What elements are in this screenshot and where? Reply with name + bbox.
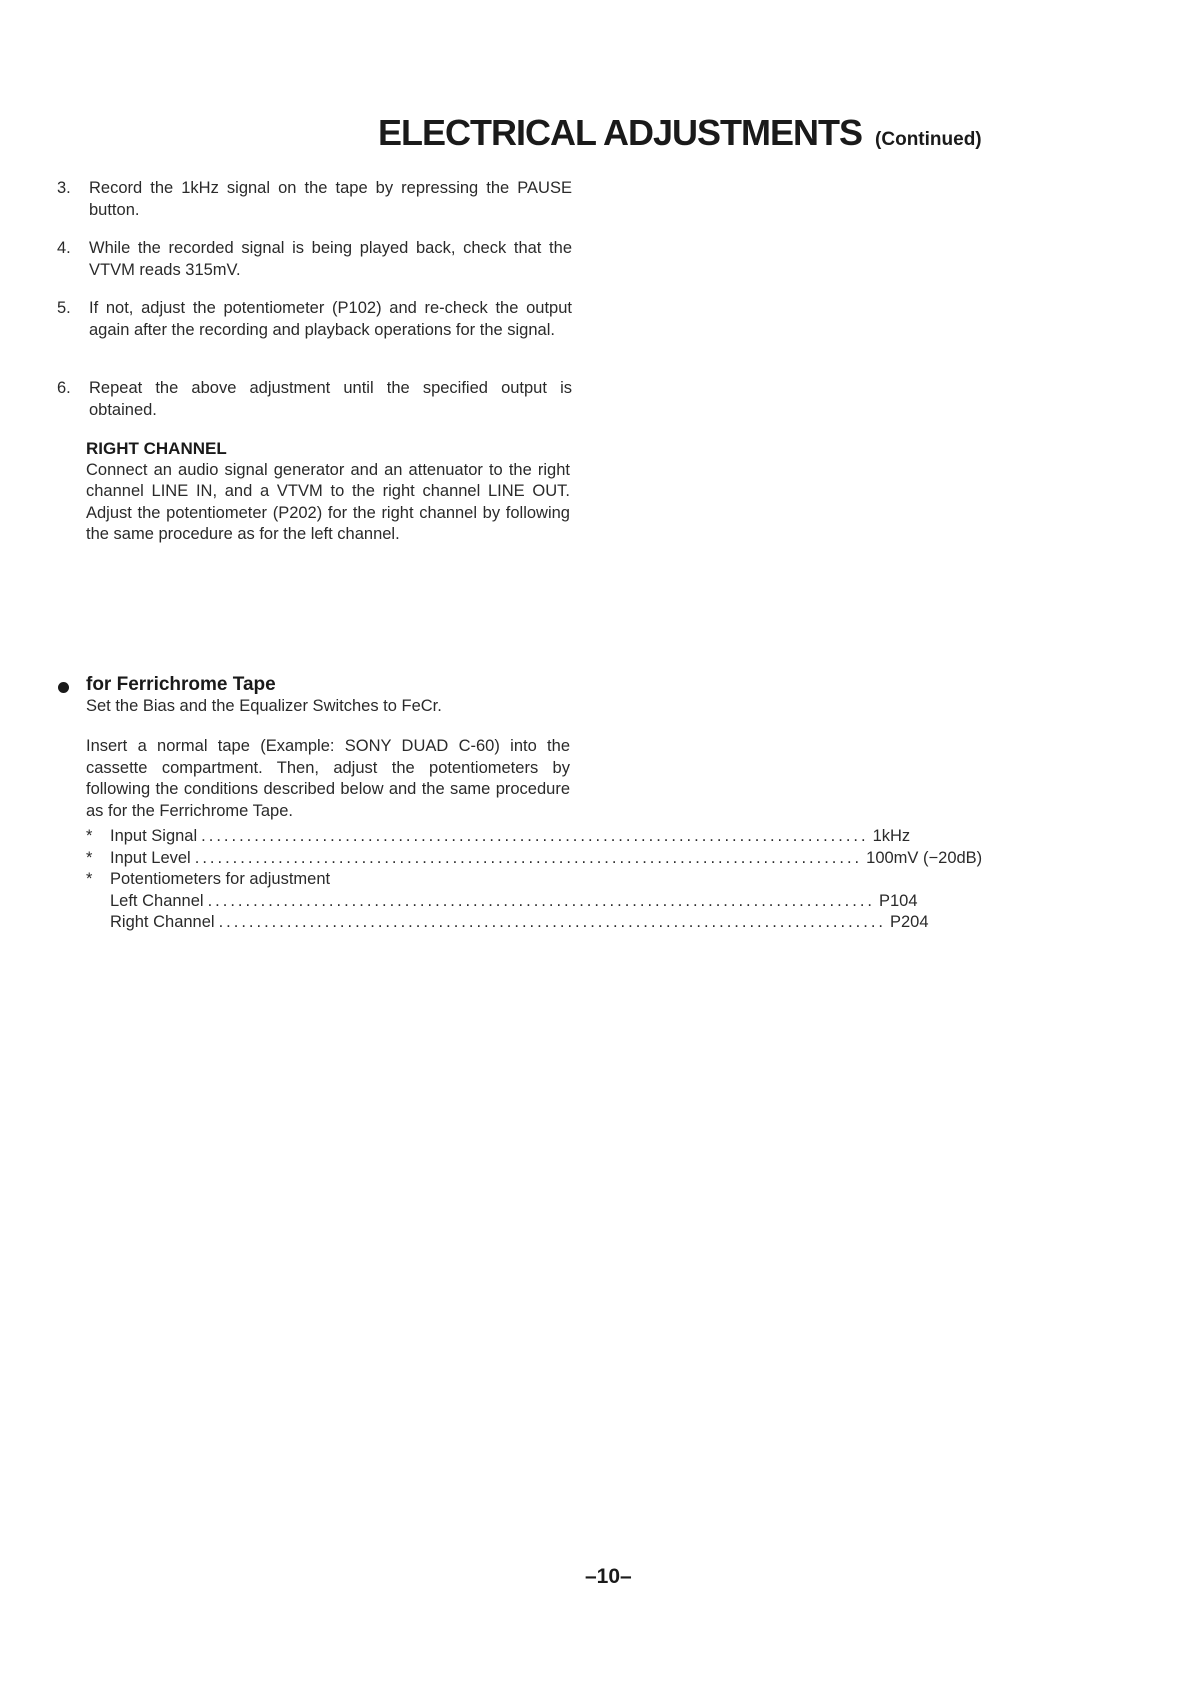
spec-label: Input Level (110, 848, 191, 867)
spec-value: P104 (879, 891, 918, 910)
spec-list (86, 826, 983, 934)
spec-row (86, 869, 570, 891)
spec-label: Left Channel (110, 891, 204, 910)
step-6 (57, 378, 572, 421)
spec-star: * (86, 870, 93, 888)
step-4 (57, 238, 572, 281)
right-channel-section (86, 438, 570, 546)
title-text: ELECTRICAL ADJUSTMENTS (378, 112, 863, 153)
step-text: Repeat the above adjustment until the specified output is obtained. (89, 379, 572, 419)
ferrichrome-heading: for Ferrichrome Tape (86, 674, 276, 695)
spec-value: 100mV (−20dB) (866, 848, 983, 867)
step-text: If not, adjust the potentiometer (P102) and re-check the output again after the recording and playback operations for the signal. (89, 299, 572, 339)
spec-value: 1kHz (872, 827, 911, 845)
step-3 (57, 178, 572, 221)
spec-star: * (86, 848, 93, 867)
title-continued: (Continued) (875, 129, 982, 150)
page-number: –10– (585, 1565, 632, 1588)
step-text: Record the 1kHz signal on the tape by repressing the PAUSE button. (89, 179, 572, 219)
spec-star: * (86, 827, 93, 845)
step-number: 3. (57, 179, 71, 197)
step-number: 5. (57, 299, 71, 317)
spec-row: Left Channel ........................................................................................ P104 (86, 891, 570, 913)
step-5 (57, 298, 572, 341)
bullet-icon (58, 682, 69, 693)
right-channel-text: Connect an audio signal generator and an attenuator to the right channel LINE IN, and a VTVM to the right channel LINE OUT. Adjust the potentiometer (P202) for the right channel by following the same procedure as for the left channel. (86, 460, 570, 543)
step-number: 6. (57, 379, 71, 397)
spec-row: Right Channel ........................................................................................ P204 (86, 912, 570, 934)
step-number: 4. (57, 239, 71, 257)
spec-row: * Input Signal ........................................................................................ 1kHz (86, 826, 570, 848)
spec-label: Potentiometers for adjustment (110, 870, 331, 888)
ferrichrome-line1: Set the Bias and the Equalizer Switches to FeCr. (86, 696, 442, 715)
spec-label: Right Channel (110, 913, 215, 931)
spec-value: P204 (890, 913, 929, 931)
ferrichrome-section (86, 674, 570, 822)
ferrichrome-paragraph: Insert a normal tape (Example: SONY DUAD C-60) into the cassette compartment. Then, adjust the potentiometers by following the conditions described below and the same procedure as for the Ferrichrome Tape. (86, 737, 570, 820)
spec-row: * Input Level ........................................................................................ 100mV (−20dB) (86, 848, 570, 870)
page-title (378, 112, 982, 154)
step-text: While the recorded signal is being played back, check that the VTVM reads 315mV. (89, 239, 572, 279)
spec-label: Input Signal (110, 827, 198, 845)
right-channel-heading: RIGHT CHANNEL (86, 439, 227, 458)
